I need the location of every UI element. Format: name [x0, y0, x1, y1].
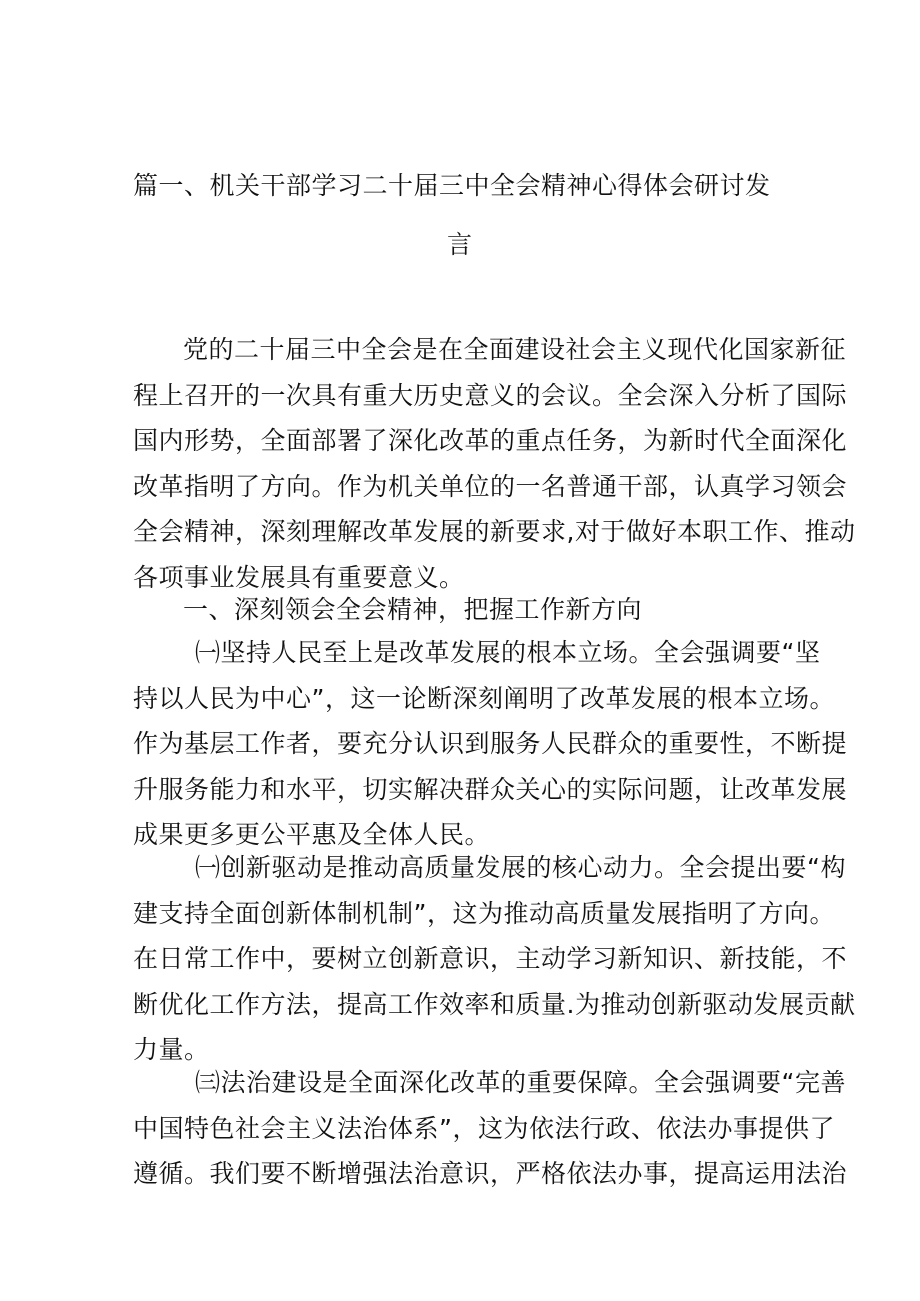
paragraph-line: 程上召开的一次具有重大历史意义的会议。全会深入分析了国际	[133, 380, 848, 410]
paragraph-line: 改革指明了方向。作为机关单位的一名普通干部，认真学习领会	[133, 471, 848, 501]
paragraph-line: 建支持全面创新体制机制”，这为推动高质量发展指明了方向。	[133, 898, 835, 928]
paragraph-point-2	[133, 845, 856, 1073]
paragraph-line: 国内形势，全面部署了深化改革的重点任务，为新时代全面深化	[133, 426, 848, 455]
paragraph-line: 作为基层工作者，要充分认识到服务人民群众的重要性，不断提	[133, 729, 848, 758]
paragraph-intro	[133, 327, 856, 600]
paragraph-line: 党的二十届三中全会是在全面建设社会主义现代化国家新征	[183, 335, 847, 364]
document-title-line-1: 篇一、机关干部学习二十届三中全会精神心得体会研讨发	[133, 171, 771, 200]
paragraph-line: 持以人民为中心”，这一论断深刻阐明了改革发展的根本立场。	[133, 683, 835, 713]
section-heading	[133, 587, 793, 633]
paragraph-line: ㈠坚持人民至上是改革发展的根本立场。全会强调要“坚	[195, 638, 821, 667]
paragraph-line: ㈠创新驱动是推动高质量发展的核心动力。全会提出要“构	[195, 853, 846, 882]
paragraph-line: 成果更多更公平惠及全体人民。	[133, 820, 491, 849]
section-heading-line: 一、深刻领会全会精神，把握工作新方向	[183, 595, 643, 624]
document-title-line-2: 言	[447, 230, 473, 259]
paragraph-line: 断优化工作方法，提高工作效率和质量.为推动创新驱动发展贡献	[133, 989, 856, 1019]
paragraph-line: 升服务能力和水平，切实解决群众关心的实际问题，让改革发展	[133, 774, 848, 804]
paragraph-line: ㈢法治建设是全面深化改革的重要保障。全会强调要“完善	[195, 1068, 846, 1097]
paragraph-line: 各项事业发展具有重要意义。	[133, 562, 465, 592]
paragraph-line: 中国特色社会主义法治体系”，这为依法行政、依法办事提供了	[133, 1113, 835, 1143]
paragraph-point-3	[133, 1060, 848, 1197]
paragraph-line: 在日常工作中，要树立创新意识，主动学习新知识、新技能，不	[133, 944, 848, 973]
paragraph-line: 遵循。我们要不断增强法治意识，严格依法办事，提高运用法治	[133, 1159, 848, 1188]
paragraph-point-1	[133, 630, 848, 858]
paragraph-line: 力量。	[133, 1035, 210, 1064]
paragraph-line: 全会精神，深刻理解改革发展的新要求,对于做好本职工作、推动	[133, 517, 856, 546]
